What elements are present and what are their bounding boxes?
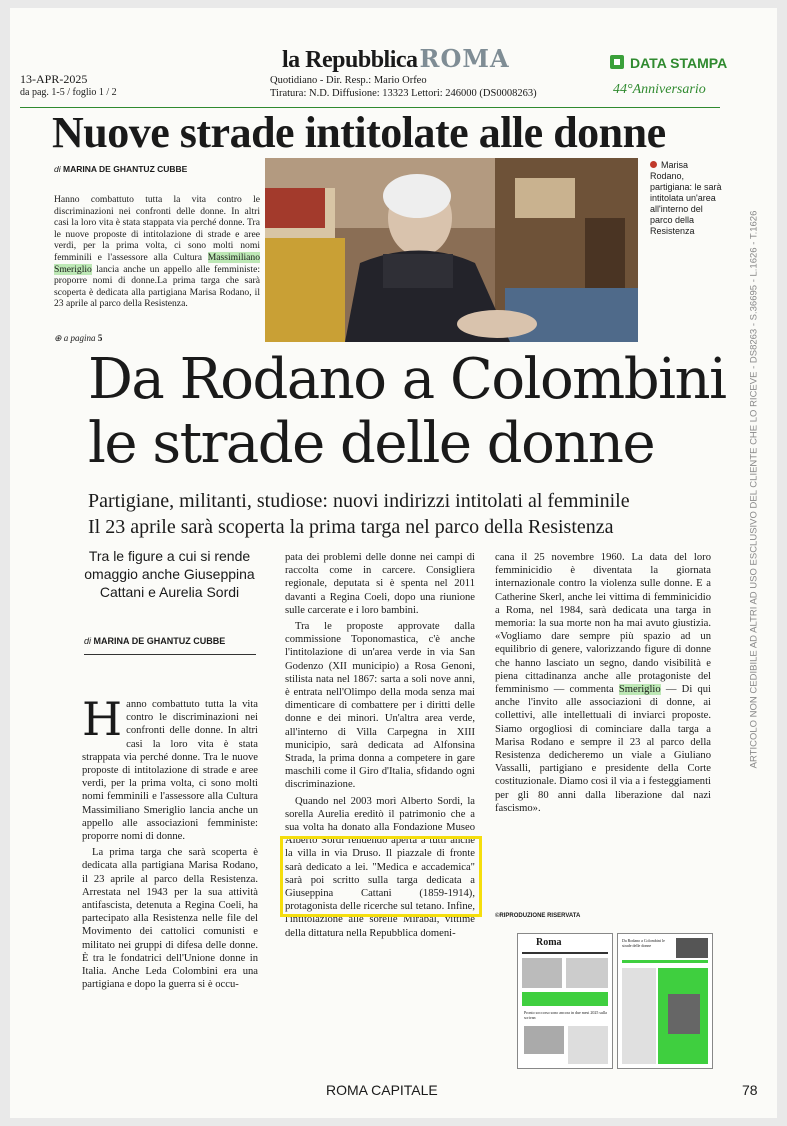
data-stampa-logo-icon — [610, 55, 624, 69]
logo-main: la Repubblica — [282, 47, 418, 73]
front-summary: Hanno combattuto tutta la vita contro le discriminazioni nei confronti delle donne. In altri casi la loro vita è stata stappata via perché donne. Tra le nuove proposte di intitolazione di strade e aree verdi, per la prima volta, ci sono molti nomi femminili e l'assessore alla Cultura Massimiliano Smeriglio lancia anche un appello alle femministe: proporre nomi di donne.La prima targa che sarà scoperta è dedicata alla partigiana Marisa Rodano, il 23 aprile al parco della Resistenza. — [54, 194, 260, 310]
article-column-2: pata dei problemi delle donne nei campi di raccolta come in carcere. Consigliera regionale, deputata si è spenta nel 2011 davanti a Regina Coeli, dopo una riunione sulle carcerate e i loro bambini. Tra le proposte approvate dalla commissione Toponomastica, c'è anche l'intitolazione di un'area verde in via San Godenzo (XII municipio) a Rosa Genoni, stilista nata nel 1867: sarta a soli nove anni, è entrata nell'Olimpo della moda senza mai dimenticare di combattere per i diritti delle donne e dei minori. Un'altra area verde, all'interno di Villa Carpegna in XIII municipio, sarà dedicata ad Alfonsina Strada, la prima donna a competere in gare maschili come il Giro d'Italia, sfidando ogni discriminazione. Quando nel 2003 morì Alberto Sordi, la sorella Aurelia ereditò il patrimonio che a sua volta ha donato alla Fondazione Museo Alberto Sordi rendendo aperta a tutti anche la villa in via Druso. Il piazzale di fronte sarà dedicato a lei. "Medica e accademica" sarà poi scritto sulla targa dedicata a Giuseppina Cattani (1859-1914), protagonista delle ricerche sul tetano. Infine, l'intitolazione alle sorelle Mirabal, vittime della dittatura nella Repubblica domeni- — [285, 552, 475, 939]
highlight-surname: Smeriglio — [618, 684, 661, 696]
thumbnail-headline: Pronto soccorso sono ancora in due mesi 2025 sulla scrivan — [524, 1010, 607, 1020]
publication-date: 13-APR-2025 — [20, 72, 88, 86]
section-footer: ROMA CAPITALE — [326, 1082, 438, 1098]
article-headline: Da Rodano a Colombini le strade delle donne — [88, 347, 726, 476]
data-stampa-brand: DATA STAMPA — [630, 55, 728, 71]
highlight-surname: Smeriglio — [54, 263, 92, 275]
front-headline: Nuove strade intitolate alle donne — [52, 108, 666, 157]
masthead-info-line2: Tiratura: N.D. Diffusione: 13323 Lettori: 246000 (DS0008263) — [270, 88, 537, 99]
article-byline: di MARINA DE GHANTUZ CUBBE — [84, 636, 226, 646]
logo-city: ROMA — [419, 44, 510, 73]
page-range: da pag. 1-5 / foglio 1 / 2 — [20, 87, 117, 98]
newspaper-logo — [282, 44, 510, 74]
masthead-info-line1: Quotidiano - Dir. Resp.: Mario Orfeo — [270, 75, 427, 86]
photo-caption: Marisa Rodano, partigiana: le sarà intitolata un'area all'interno del parco della Resistenza — [650, 160, 722, 236]
article-subheadline: Partigiane, militanti, studiose: nuovi indirizzi intitolati al femminile Il 23 aprile sarà scoperta la prima targa nel parco della Resistenza — [88, 490, 630, 538]
reproduction-notice: ©RIPRODUZIONE RISERVATA — [495, 913, 581, 919]
article-column-1: Hanno combattuto tutta la vita contro le discriminazioni nei confronti delle donne. In altri casi la loro vita è stata strappata via perché donne. Tra le nuove proposte di intitolazione di strade e aree verdi, per la prima volta, ci sono molti nomi femminili e l'assessore alla Cultura Massimiliano Smeriglio lancia anche un appello alle associazioni femministe: proporre nomi di donne. La prima targa che sarà scoperta è dedicata alla partigiana Marisa Rodano, il 23 aprile al parco della Resistenza. Arrestata nel 1943 per la sua attività antifascista, detenuta a Regina Coeli, ha partecipato alla Resistenza nelle file del Movimento dei cattolici comunisti e militato nei gruppi di difesa delle donne. È tra le fondatrici dell'Unione donne in Italia. Anche Leda Colombini era una partigiana e dopo la guerra si è occu- — [82, 692, 258, 991]
front-byline: di MARINA DE GHANTUZ CUBBE — [54, 164, 188, 174]
thumbnail-article-page — [617, 933, 713, 1069]
thumbnail-title: Roma — [536, 937, 562, 948]
highlight-box — [280, 836, 482, 917]
page-reference: ⊕ a pagina 5 — [54, 333, 103, 343]
bullet-icon — [650, 161, 657, 168]
copyright-sidebar: ARTICOLO NON CEDIBILE AD ALTRI AD USO ESCLUSIVO DEL CLIENTE CHE LO RICEVE - DS8263 - S.36695 - L.1626 - T.1626 — [748, 210, 760, 769]
page-number: 78 — [742, 1082, 758, 1098]
byline-divider — [84, 654, 256, 655]
article-kicker: Tra le figure a cui si rende omaggio anche Giuseppina Cattani e Aurelia Sordi — [84, 548, 255, 600]
drop-cap: H — [82, 692, 123, 746]
anniversary-label: 44°Anniversario — [613, 82, 706, 97]
highlight-first-name: Massimiliano — [207, 251, 260, 263]
photo-illustration — [265, 158, 638, 342]
thumbnail-front-page — [517, 933, 613, 1069]
marisa-rodano-photo — [265, 158, 638, 342]
thumbnail-headline: Da Rodano a Colombini le strade delle donne — [622, 938, 665, 948]
article-column-3: cana il 25 novembre 1960. La data del loro femminicidio è diventata la giornata internazionale contro la violenza sulle donne. E a Catherine Skerl, anche lei vittima di femminicidio a Roma, nel 1984, sarà dedicata una targa in memoria: la sua morte non ha mai avuto giustizia. «Vogliamo dare sempre più spazio ad un equilibrio di genere, valorizzando figure di donne che hanno lasciato un segno, dando visibilità e piena cittadinanza anche alle protagoniste del femminismo — commenta Smeriglio — Di qui anche l'invito alle associazioni di donne, ai collettivi, alle intellettuali di inviarci proposte. Siamo orgogliosi di cominciare dalla targa a Marisa Rodano e sempre il 23 al parco della Resistenza dedicheremo un viale a Giuliano Vassalli, partigiano e presidente della Corte costituzionale. Diamo così il via a i festeggiamenti per gli 80 anni dalla liberazione dal nazi fascismo». — [495, 552, 711, 814]
